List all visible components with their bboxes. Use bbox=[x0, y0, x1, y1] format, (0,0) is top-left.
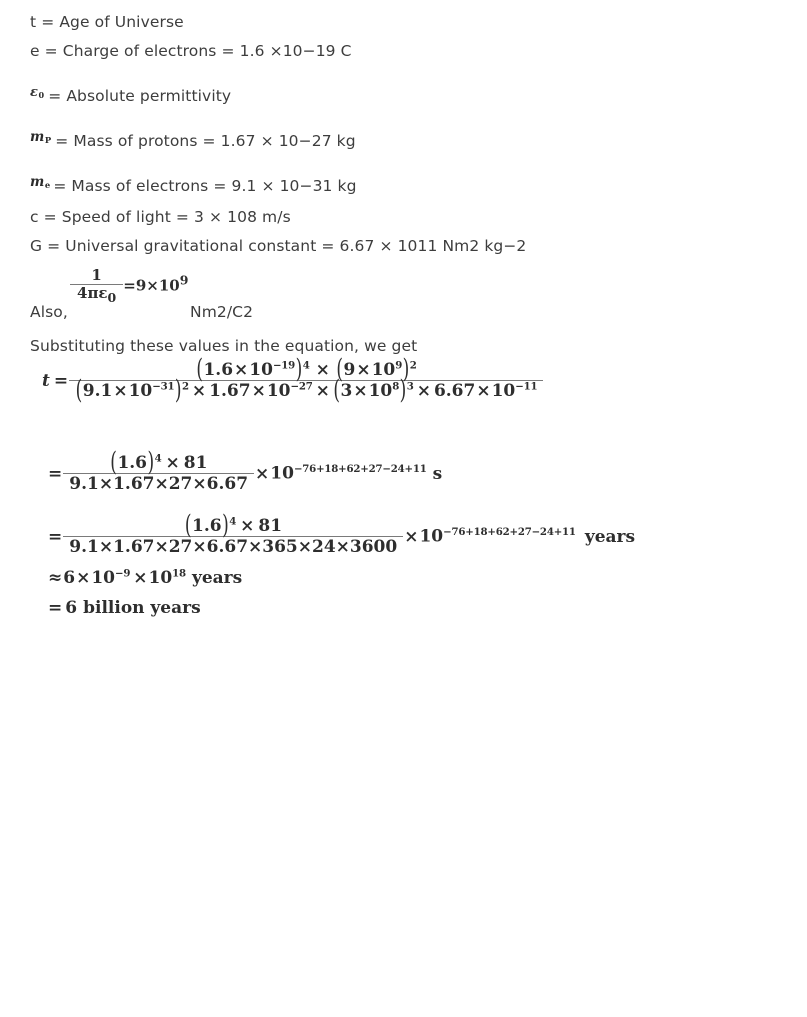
eq2-equals-sign: = bbox=[48, 463, 63, 484]
eq4-approx-sign: ≈ bbox=[48, 568, 63, 588]
definition-text-mass-of-protons: = Mass of protons = 1.67 × 10−27 kg bbox=[55, 132, 356, 150]
definition-line-mass-of-electrons bbox=[30, 176, 357, 200]
definition-line-absolute-permittivity bbox=[30, 86, 231, 110]
definition-line-gravitational-constant: G = Universal gravitational constant = 6.67 × 1011 Nm2 kg−2 bbox=[30, 237, 527, 255]
eq2-denominator: 9.1×1.67×27×6.67 bbox=[69, 474, 249, 494]
eq3-times-sign: × bbox=[404, 526, 419, 547]
electron-mass-symbol: $m_e$ bbox=[30, 174, 51, 191]
eq4-exponent-1: −9 bbox=[115, 567, 131, 580]
eq1-denominator: $(9.1\times 10^{-31})^2 \times 1.67\times 10^{-27} \times (3\times 10^8)^3 \times 6.67\times 10^{-11}$ bbox=[75, 375, 538, 407]
substituting-values-sentence: Substituting these values in the equation, we get bbox=[30, 337, 418, 355]
eq3-numerator: $(1.6)^4 \times 81$ bbox=[63, 518, 403, 537]
definition-line-speed-of-light: c = Speed of light = 3 × 108 m/s bbox=[30, 208, 291, 226]
eq1-numerator: $(1.6\times 10^{-19})^4 \times (9\times 10^9)^2$ bbox=[69, 362, 543, 381]
eq3-fraction bbox=[63, 510, 403, 557]
coulomb-constant-units: Nm2/C2 bbox=[190, 303, 254, 321]
eq2-times-sign: × bbox=[255, 463, 270, 484]
eq3-power-base: 10 bbox=[419, 526, 444, 547]
equation-simplified-years bbox=[47, 510, 636, 557]
eq1-num-term1-close-paren: ) bbox=[295, 354, 303, 386]
equation-main-substitution bbox=[42, 354, 543, 407]
eq1-num-term2-close-paren: ) bbox=[402, 354, 410, 386]
coulomb-equals-sign: = bbox=[123, 276, 136, 295]
definition-text-absolute-permittivity: = Absolute permittivity bbox=[48, 87, 232, 105]
eq1-fraction bbox=[69, 354, 543, 407]
eq3-equals-sign: = bbox=[48, 526, 63, 547]
eq4-base-2: 10 bbox=[148, 568, 173, 588]
eq4-base-1: 10 bbox=[91, 568, 116, 588]
definition-line-mass-of-protons bbox=[30, 131, 356, 155]
equation-simplified-seconds bbox=[47, 447, 443, 494]
epsilon-zero-symbol: $\varepsilon_0$ bbox=[30, 85, 45, 101]
equation-final-answer bbox=[47, 600, 201, 617]
eq5-answer-text: billion years bbox=[83, 598, 201, 618]
coulomb-constant-expression bbox=[70, 268, 188, 305]
definition-line-charge-of-electrons: e = Charge of electrons = 1.6 ×10−19 C bbox=[30, 42, 352, 60]
eq2-unit-seconds: s bbox=[432, 463, 443, 484]
proton-mass-symbol: $m_P$ bbox=[30, 129, 52, 146]
eq1-num-term2-open-paren: ( bbox=[336, 354, 343, 386]
also-label: Also, bbox=[30, 303, 68, 321]
coulomb-value-exponent: 9 bbox=[179, 272, 189, 288]
eq1-equals-sign: = bbox=[53, 370, 69, 391]
coulomb-fraction-numerator: 1 bbox=[70, 268, 123, 285]
coulomb-fraction-denominator: $4\pi\varepsilon_0$ bbox=[77, 284, 117, 305]
eq4-mantissa: 6 bbox=[63, 568, 76, 588]
eq2-fraction bbox=[63, 447, 254, 494]
definition-line-age-of-universe: t = Age of Universe bbox=[30, 13, 184, 31]
eq2-power-exponent: −76+18+62+27−24+11 bbox=[293, 462, 427, 475]
eq4-times-sign-1: × bbox=[76, 568, 91, 588]
coulomb-value-base: 10 bbox=[158, 276, 180, 295]
eq3-power-exponent: −76+18+62+27−24+11 bbox=[443, 525, 576, 538]
eq1-variable-t: t bbox=[42, 370, 50, 391]
eq4-times-sign-2: × bbox=[133, 568, 148, 588]
eq3-unit-years: years bbox=[584, 526, 636, 547]
definition-text-mass-of-electrons: = Mass of electrons = 9.1 × 10−31 kg bbox=[53, 177, 357, 195]
coulomb-constant-fraction bbox=[70, 268, 123, 305]
coulomb-times-sign: × bbox=[146, 276, 159, 295]
eq2-numerator: $(1.6)^4 \times 81$ bbox=[63, 455, 254, 474]
eq5-equals-sign: = bbox=[48, 598, 63, 618]
eq3-denominator: 9.1×1.67×27×6.67×365×24×3600 bbox=[69, 537, 398, 557]
coulomb-value-mantissa: 9 bbox=[135, 276, 147, 295]
eq1-num-term1-open-paren: ( bbox=[196, 354, 203, 386]
eq4-unit-years: years bbox=[191, 568, 243, 588]
equation-approximate-years bbox=[47, 567, 243, 588]
eq2-power-base: 10 bbox=[270, 463, 294, 484]
eq4-exponent-2: 18 bbox=[172, 567, 186, 580]
eq5-value: 6 bbox=[65, 598, 78, 618]
